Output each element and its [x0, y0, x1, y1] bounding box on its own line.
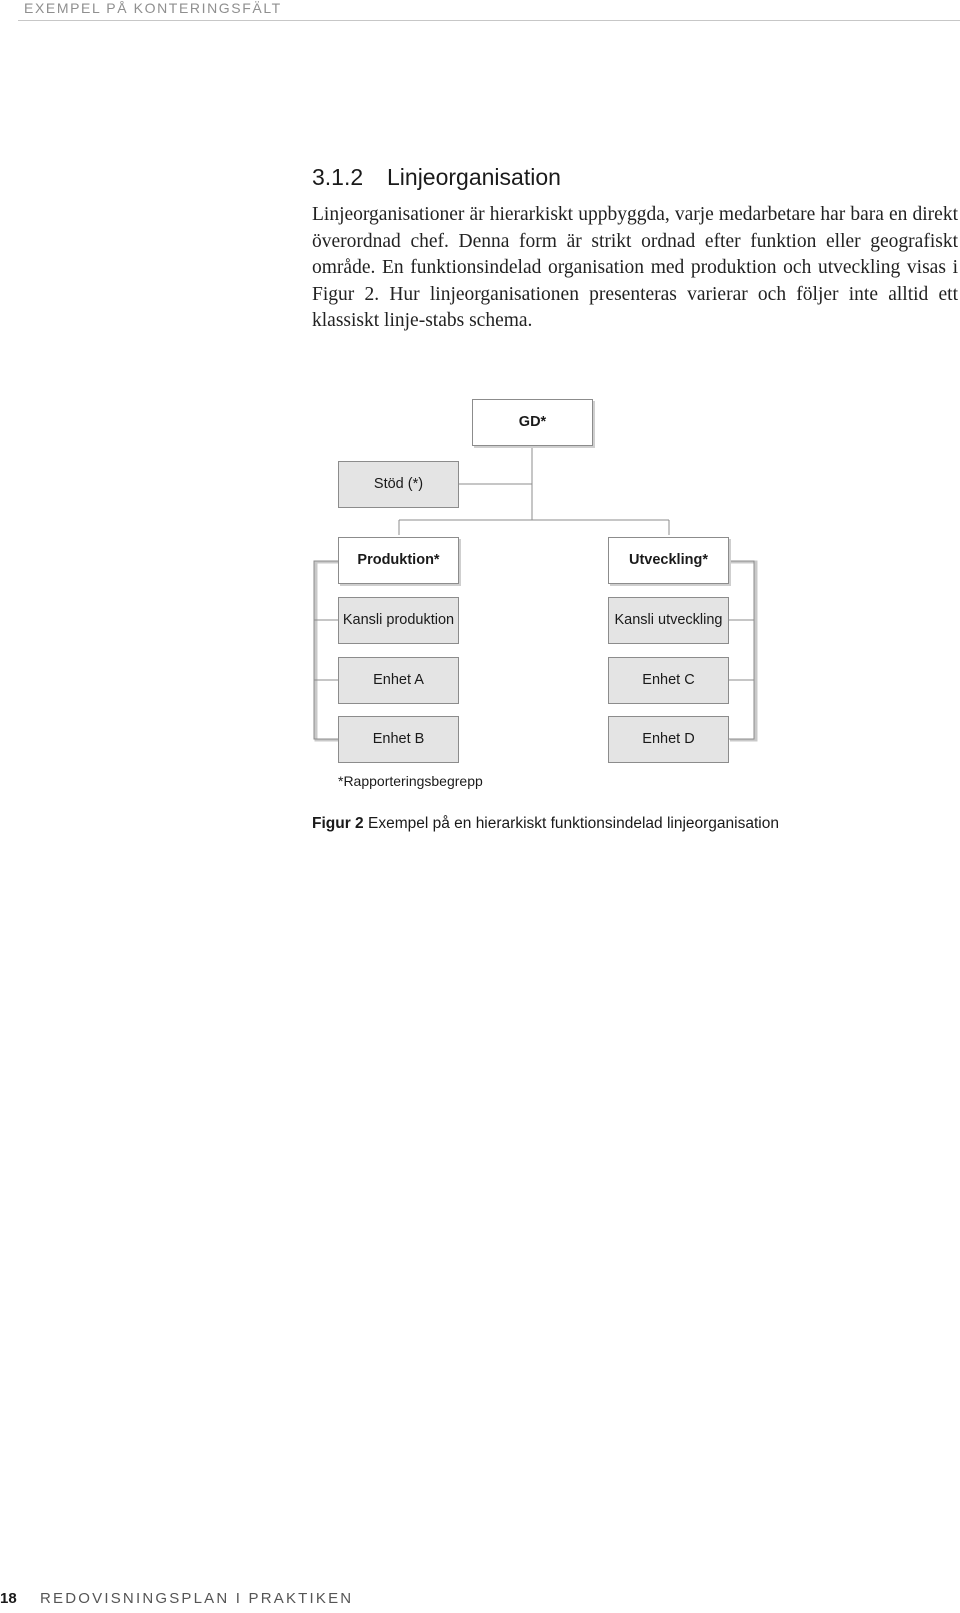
bracket-right	[729, 561, 754, 739]
org-box-production: Produktion*	[338, 537, 459, 584]
body-paragraph: Linjeorganisationer är hierarkiskt uppbyggda, varje medarbetare har bara en direkt överordnad chef. Denna form är strikt ordnad efter funktion eller geografiskt område. En funktionsindelad organisation med produktion och utveckling visas i Figur 2. Hur linjeorganisationen presenteras varierar och följer inte alltid ett klassiskt linje-stabs schema.	[312, 204, 958, 332]
org-box-unit-d: Enhet D	[608, 716, 729, 763]
figure-caption	[312, 815, 779, 833]
footer-title: REDOVISNINGSPLAN I PRAKTIKEN	[40, 1590, 354, 1607]
bracket-left	[314, 561, 338, 739]
bracket-left-shadow	[316, 562, 339, 740]
header-divider	[18, 20, 960, 21]
page-footer	[0, 1590, 353, 1607]
section-heading	[312, 164, 561, 191]
org-box-staff: Stöd (*)	[338, 461, 459, 508]
figure-caption-text: Exempel på en hierarkiskt funktionsindelad linjeorganisation	[367, 815, 779, 832]
section-title: Linjeorganisation	[387, 164, 561, 190]
org-box-gd: GD*	[472, 399, 593, 446]
org-box-development-office: Kansli utveckling	[608, 597, 729, 644]
figure-label: Figur 2	[312, 815, 364, 832]
org-box-production-office: Kansli produktion	[338, 597, 459, 644]
bracket-right-shadow	[730, 562, 756, 740]
section-number: 3.1.2	[312, 164, 364, 190]
org-box-development: Utveckling*	[608, 537, 729, 584]
running-head: EXEMPEL PÅ KONTERINGSFÄLT	[24, 0, 282, 16]
page-number: 18	[0, 1590, 17, 1607]
org-box-unit-a: Enhet A	[338, 657, 459, 704]
org-box-unit-c: Enhet C	[608, 657, 729, 704]
chart-footnote: *Rapporteringsbegrepp	[338, 773, 483, 789]
org-box-unit-b: Enhet B	[338, 716, 459, 763]
